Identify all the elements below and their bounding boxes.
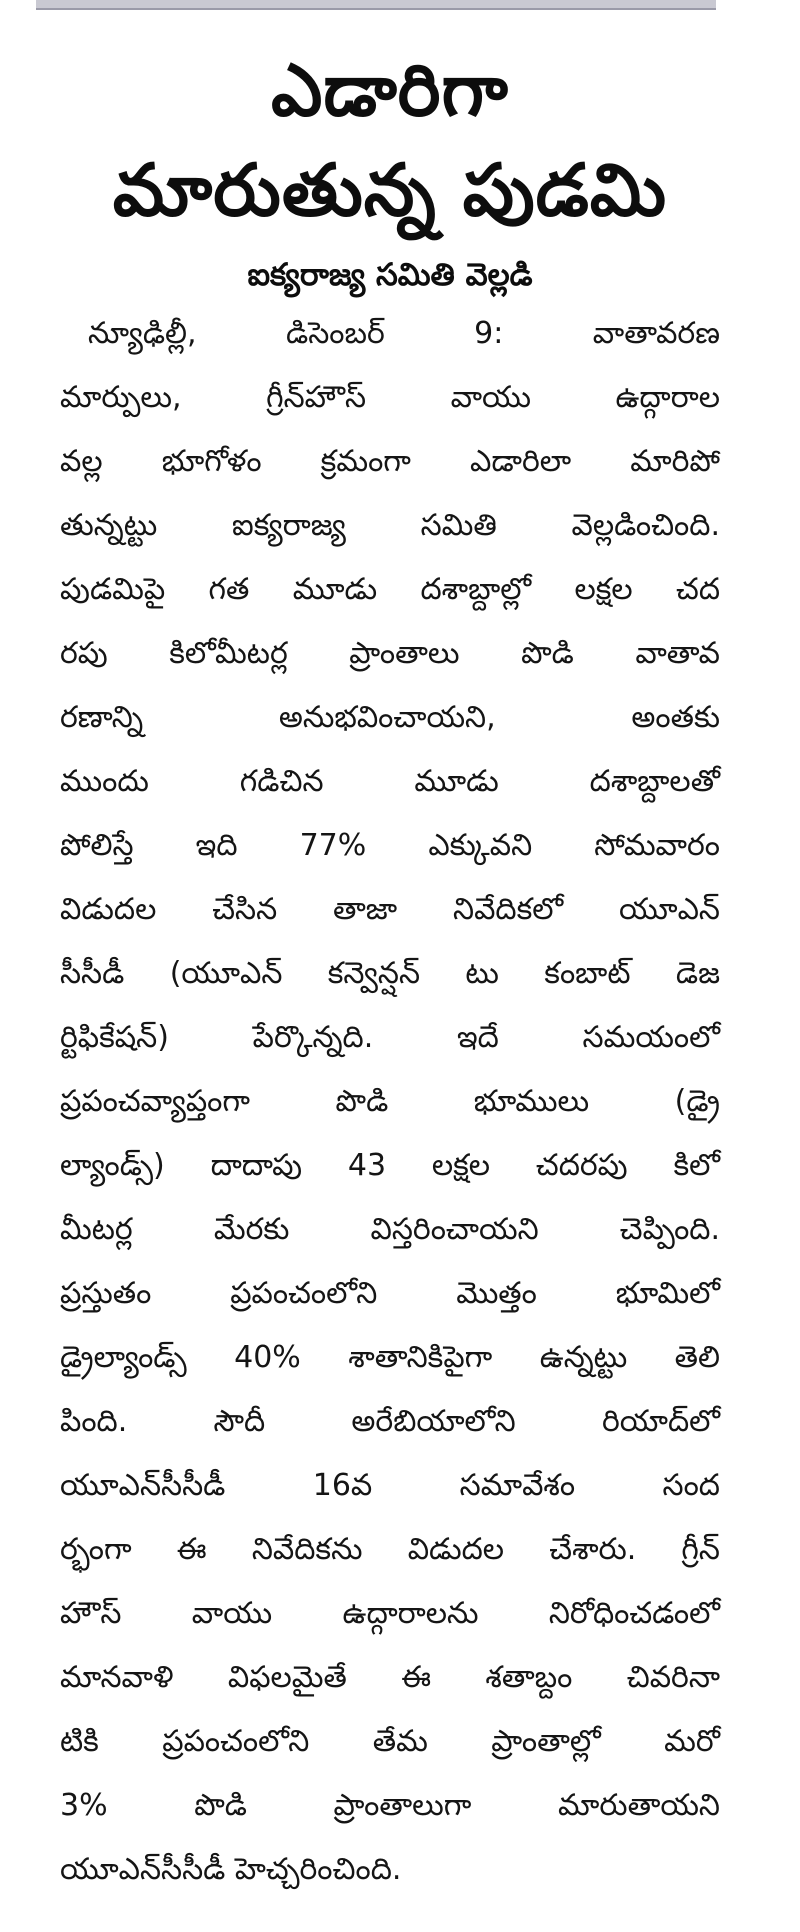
article-body <box>60 302 720 1902</box>
body-line: 3% పొడి ప్రాంతాలుగా మారుతాయని <box>60 1788 720 1823</box>
body-line: మీటర్ల మేరకు విస్తరించాయని చెప్పింది. <box>60 1212 720 1247</box>
body-line: రపు కిలోమీటర్ల ప్రాంతాలు పొడి వాతావ <box>60 636 720 671</box>
body-line: మానవాళి విఫలమైతే ఈ శతాబ్దం చివరినా <box>60 1660 720 1695</box>
body-line: న్యూఢిల్లీ, డిసెంబర్ 9: వాతావరణ <box>88 316 720 351</box>
body-line: పుడమిపై గత మూడు దశాబ్దాల్లో లక్షల చద <box>60 572 720 607</box>
body-line: ల్యాండ్స్) దాదాపు 43 లక్షల చదరపు కిలో <box>60 1148 720 1183</box>
headline-line-2: మారుతున్న పుడమి <box>112 148 668 232</box>
body-line: సీసీడీ (యూఎన్ కన్వెన్షన్ టు కంబాట్ డెజ <box>60 956 720 991</box>
headline <box>60 40 720 240</box>
body-line: వల్ల భూగోళం క్రమంగా ఎడారిలా మారిపో <box>60 444 720 479</box>
body-line: ప్రస్తుతం ప్రపంచంలోని మొత్తం భూమిలో <box>60 1276 720 1311</box>
body-line: మార్పులు, గ్రీన్‌హౌస్ వాయు ఉద్గారాల <box>60 380 720 415</box>
body-line: పోలిస్తే ఇది 77% ఎక్కువని సోమవారం <box>60 828 720 863</box>
body-line: యూఎన్‌సీసీడీ 16వ సమావేశం సంద <box>60 1468 720 1503</box>
body-line: డ్రైల్యాండ్స్ 40% శాతానికిపైగా ఉన్నట్టు తెలి <box>60 1340 720 1375</box>
body-line: తున్నట్టు ఐక్యరాజ్య సమితి వెల్లడించింది. <box>60 508 720 543</box>
subheadline: ఐక్యరాజ్య సమితి వెల్లడి <box>247 257 533 293</box>
body-line: ముందు గడిచిన మూడు దశాబ్దాలతో <box>60 764 720 799</box>
body-line: ప్రపంచవ్యాప్తంగా పొడి భూములు (డ్రై <box>60 1084 720 1119</box>
top-border <box>36 0 716 10</box>
body-line: పింది. సౌదీ అరేబియాలోని రియాద్‌లో <box>60 1404 720 1439</box>
body-line: విడుదల చేసిన తాజా నివేదికలో యూఎన్ <box>60 892 720 927</box>
body-line: హౌస్ వాయు ఉద్గారాలను నిరోధించడంలో <box>60 1596 720 1631</box>
body-line: యూఎన్‌సీసీడీ హెచ్చరించింది. <box>60 1852 402 1887</box>
body-line: ర్భంగా ఈ నివేదికను విడుదల చేశారు. గ్రీన్ <box>60 1532 720 1567</box>
body-line: టికి ప్రపంచంలోని తేమ ప్రాంతాల్లో మరో <box>60 1724 720 1759</box>
body-line: ర్టిఫికేషన్) పేర్కొన్నది. ఇదే సమయంలో <box>60 1020 720 1055</box>
news-article <box>60 40 720 1902</box>
headline-line-1: ఎడారిగా <box>271 48 509 132</box>
body-line: రణాన్ని అనుభవించాయని, అంతకు <box>60 700 720 735</box>
